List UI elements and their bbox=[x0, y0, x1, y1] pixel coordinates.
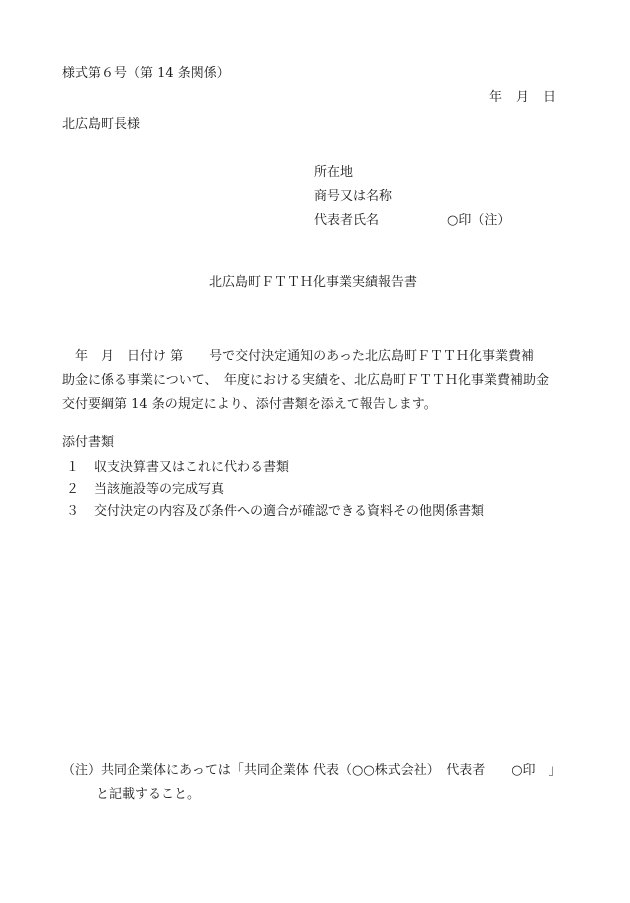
attachment-item bbox=[62, 478, 484, 500]
applicant-representative-row bbox=[314, 208, 510, 232]
form-number: 様式第６号（第 14 条関係） bbox=[62, 66, 230, 81]
applicant-representative-label: 代表者氏名 bbox=[314, 212, 380, 228]
applicant-company-label: 商号又は名称 bbox=[314, 188, 393, 204]
applicant-location-label: 所在地 bbox=[314, 164, 354, 180]
seal-mark: ○印（注） bbox=[447, 212, 511, 228]
attachment-text: 交付決定の内容及び条件への適合が確認できる資料その他関係書類 bbox=[94, 503, 485, 519]
applicant-block bbox=[314, 160, 510, 232]
date-month-label: 月 bbox=[516, 90, 530, 105]
footnote-line-1: （注）共同企業体にあっては「共同企業体 代表（○○株式会社） 代表者 ○印 」 bbox=[62, 762, 562, 778]
addressee: 北広島町長様 bbox=[62, 117, 141, 132]
attachments-list bbox=[62, 456, 484, 522]
date-line bbox=[489, 91, 556, 104]
footnote bbox=[62, 758, 562, 806]
applicant-company-row bbox=[314, 184, 510, 208]
attachment-number: ３ bbox=[66, 503, 80, 519]
date-year-label: 年 bbox=[489, 90, 503, 105]
attachment-text: 収支決算書又はこれに代わる書類 bbox=[94, 459, 290, 475]
body-line: 年 月 日付け 第 号で交付決定通知のあった北広島町ＦＴＴＨ化事業費補 bbox=[62, 348, 535, 364]
body-line: 助金に係る事業について、 年度における実績を、北広島町ＦＴＴＨ化事業費補助金 bbox=[62, 372, 549, 388]
footnote-line-2: と記載すること。 bbox=[96, 786, 201, 802]
body-paragraph bbox=[62, 344, 582, 416]
date-day-label: 日 bbox=[543, 90, 557, 105]
document-title: 北広島町ＦＴＴＨ化事業実績報告書 bbox=[209, 275, 418, 290]
attachment-item bbox=[62, 500, 484, 522]
attachment-number: １ bbox=[66, 459, 80, 475]
applicant-location-row bbox=[314, 160, 510, 184]
attachment-number: ２ bbox=[66, 481, 80, 497]
body-line: 交付要綱第 14 条の規定により、添付書類を添えて報告します。 bbox=[62, 396, 437, 412]
attachments-heading: 添付書類 bbox=[62, 435, 115, 450]
attachment-item bbox=[62, 456, 484, 478]
attachment-text: 当該施設等の完成写真 bbox=[94, 481, 225, 497]
